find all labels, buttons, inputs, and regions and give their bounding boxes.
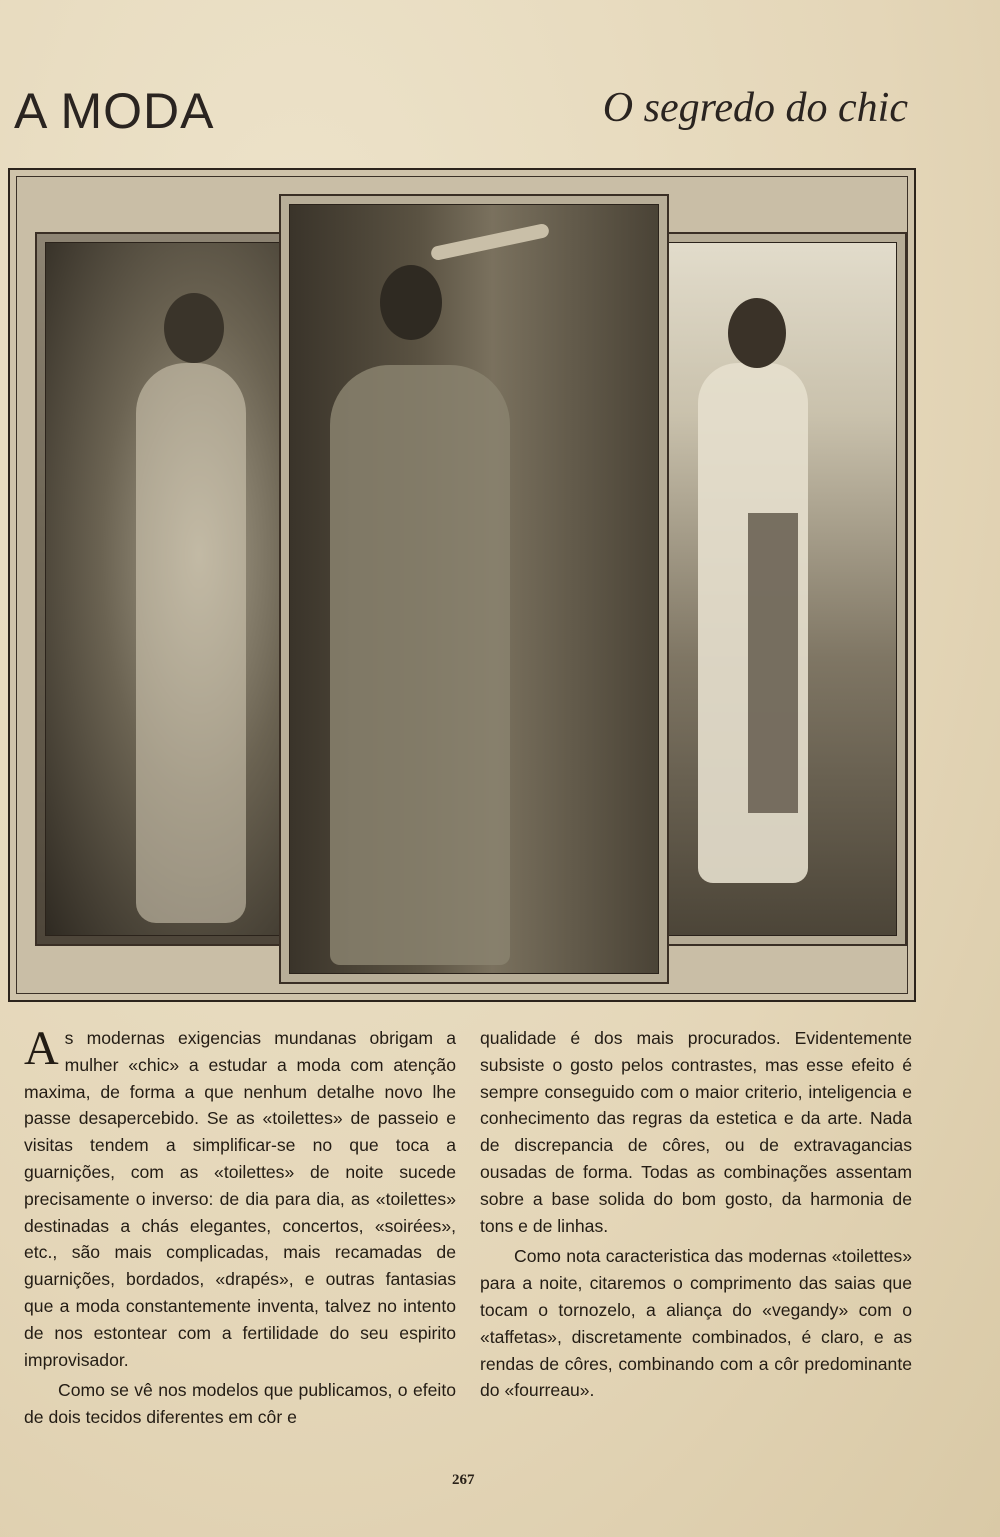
article-column-right bbox=[480, 1025, 912, 1404]
section-title: A MODA bbox=[14, 83, 215, 139]
figure-head-left bbox=[164, 293, 224, 363]
article-paragraph-2: Como se vê nos modelos que publicamos, o efeito de dois tecidos diferentes em côr e bbox=[24, 1380, 456, 1428]
section-subtitle: O segredo do chic bbox=[602, 85, 908, 131]
figure-head-center bbox=[380, 265, 442, 340]
figure-sash-right bbox=[748, 513, 798, 813]
article-paragraph-4: Como nota caracteristica das modernas «toilettes» para a noite, citaremos o comprimento das saias que tocam o tornozelo, a aliança do «vegandy» com o «taffetas», discretamente combinados, é claro, e as rendas de côres, combinando com a côr predominante do «fourreau». bbox=[480, 1246, 912, 1401]
figure-arm-center bbox=[430, 223, 550, 262]
paragraph-1-text: s modernas exigencias mundanas obrigam a mulher «chic» a estudar a moda com atenção maxima, de forma a que nenhum detalhe novo lhe passe desapercebido. Se as «toilettes» de passeio e visitas tendem a simplificar-se no que toca a guarnições, com as «toilettes» de noite sucede precisamente o inverso: de dia para dia, as «toilettes» destinadas a chás elegantes, concertos, «soirées», etc., são mais complicadas, mais recamadas de guarnições, bordados, «drapés», e outras fantasias que a moda constantemente inventa, talvez no intento de nos estontear com a fertilidade do seu espirito improvisador. bbox=[24, 1028, 456, 1370]
article-column-left bbox=[24, 1022, 456, 1431]
photo-plate-inner bbox=[16, 176, 908, 994]
figure-gown-center bbox=[330, 365, 510, 965]
drop-cap: A bbox=[24, 1022, 59, 1075]
photo-woman-in-evening-gown bbox=[279, 194, 669, 984]
article-paragraph-3: qualidade é dos mais procurados. Evidentemente subsiste o gosto pelos contrastes, mas esse efeito é sempre conseguido com o maior criterio, inteligencia e conhecimento das regras da estetica e da arte. Nada de discrepancia de côres, ou de extravagancias ousadas de forma. Todas as combinações assentam sobre a base solida do bom gosto, da harmonia de tons e de linhas. bbox=[480, 1028, 912, 1236]
photo-plate bbox=[8, 168, 916, 1002]
figure-head-right bbox=[728, 298, 786, 368]
article-paragraph-1 bbox=[24, 1022, 456, 1373]
page-number: 267 bbox=[452, 1472, 475, 1488]
figure-silhouette-left bbox=[136, 363, 246, 923]
photo-image-center bbox=[289, 204, 659, 974]
